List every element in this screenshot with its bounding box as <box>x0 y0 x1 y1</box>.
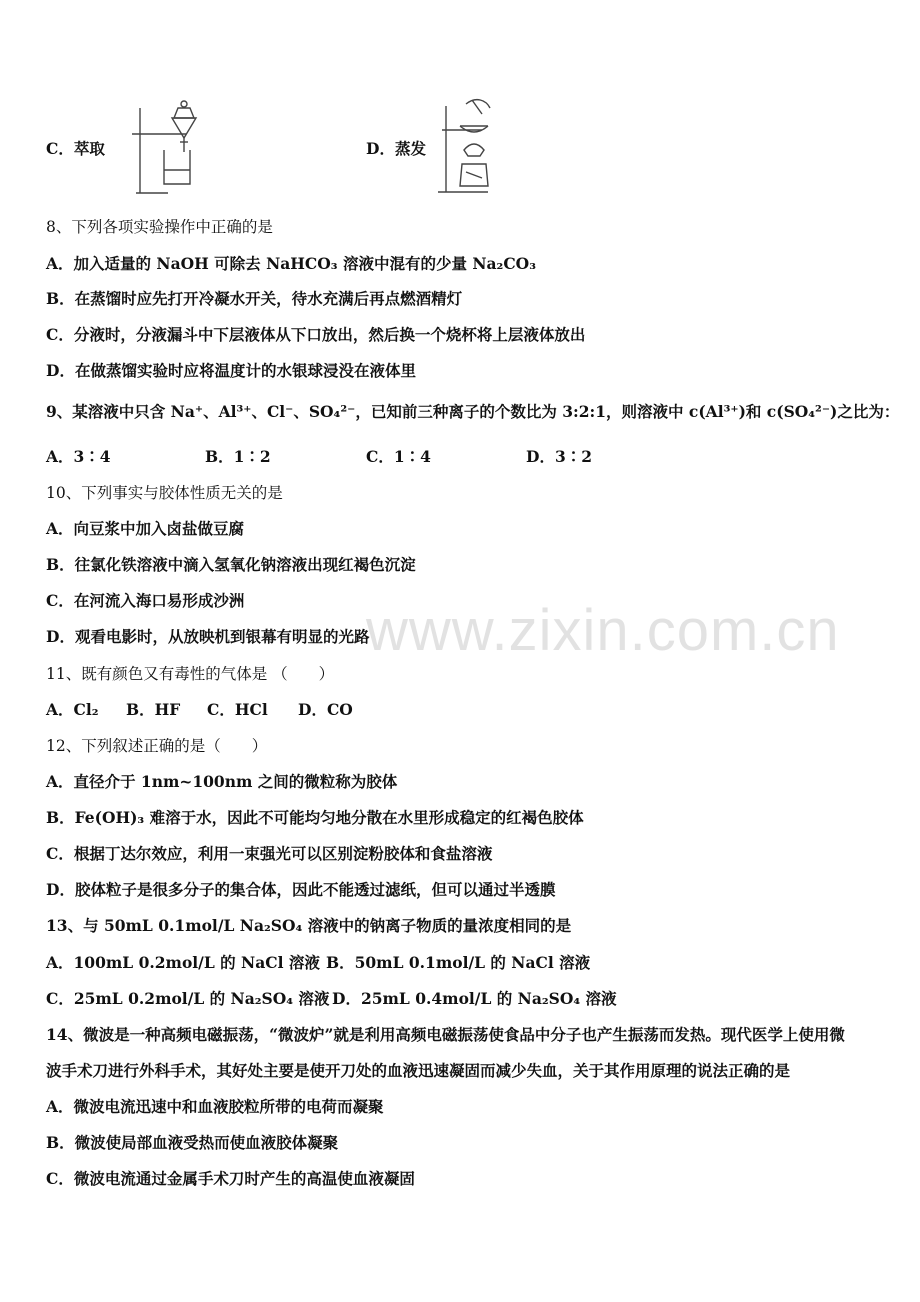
q12-option-b: B．Fe(OH)₃ 难溶于水，因此不可能均匀地分散在水里形成稳定的红褐色胶体 <box>46 808 584 827</box>
q9-option-b: B．1∶2 <box>205 447 271 466</box>
q12-option-d: D．胶体粒子是很多分子的集合体，因此不能透过滤纸，但可以通过半透膜 <box>46 880 556 899</box>
q11-option-b: B．HF <box>126 700 181 719</box>
q11-option-a: A．Cl₂ <box>46 700 99 719</box>
q14-option-a: A．微波电流迅速中和血液胶粒所带的电荷而凝聚 <box>46 1097 384 1116</box>
question-14-stem-line1: 14、微波是一种高频电磁振荡，“微波炉”就是利用高频电磁振荡使食品中分子也产生振荡而发热。现代医学上使用微 <box>46 1025 845 1044</box>
q9-option-a: A．3∶4 <box>46 447 111 466</box>
q12-option-a: A．直径介于 1nm~100nm 之间的微粒称为胶体 <box>46 772 398 791</box>
question-14-stem-line2: 波手术刀进行外科手术，其好处主要是使开刀处的血液迅速凝固而减少失血，关于其作用原理的说法正确的是 <box>46 1061 791 1080</box>
watermark: www.zixin.com.cn <box>366 598 840 663</box>
q14-option-b: B．微波使局部血液受热而使血液胶体凝聚 <box>46 1133 339 1152</box>
q13-option-b: B．50mL 0.1mol/L 的 NaCl 溶液 <box>326 953 591 972</box>
q10-option-a: A．向豆浆中加入卤盐做豆腐 <box>46 519 245 538</box>
q13-option-d: D．25mL 0.4mol/L 的 Na₂SO₄ 溶液 <box>332 989 617 1008</box>
q11-option-d: D．CO <box>298 700 353 719</box>
q12-option-c: C．根据丁达尔效应，利用一束强光可以区别淀粉胶体和食盐溶液 <box>46 844 493 863</box>
q14-option-c: C．微波电流通过金属手术刀时产生的高温使血液凝固 <box>46 1169 415 1188</box>
question-8-stem: 8、下列各项实验操作中正确的是 <box>46 218 273 236</box>
q13-option-c: C．25mL 0.2mol/L 的 Na₂SO₄ 溶液 <box>46 989 330 1008</box>
q8-option-a: A．加入适量的 NaOH 可除去 NaHCO₃ 溶液中混有的少量 Na₂CO₃ <box>46 254 536 273</box>
question-9-stem: 9、某溶液中只含 Na⁺、Al³⁺、Cl⁻、SO₄²⁻，已知前三种离子的个数比为 3:2:1，则溶液中 c(Al³⁺)和 c(SO₄²⁻)之比为： <box>46 402 900 421</box>
q9-option-d: D．3∶2 <box>526 447 593 466</box>
q11-option-c: C．HCl <box>207 700 268 719</box>
option-c-extraction: C．萃取 <box>46 139 105 158</box>
question-13-stem: 13、与 50mL 0.1mol/L Na₂SO₄ 溶液中的钠离子物质的量浓度相同的是 <box>46 916 572 935</box>
q8-option-b: B．在蒸馏时应先打开冷凝水开关，待水充满后再点燃酒精灯 <box>46 289 463 308</box>
q8-option-d: D．在做蒸馏实验时应将温度计的水银球浸没在液体里 <box>46 361 416 380</box>
q9-option-c: C．1∶4 <box>366 447 431 466</box>
q13-option-a: A．100mL 0.2mol/L 的 NaCl 溶液 <box>46 953 320 972</box>
evaporation-figure <box>436 94 506 196</box>
question-12-stem: 12、下列叙述正确的是（ ） <box>46 737 268 755</box>
q10-option-b: B．往氯化铁溶液中滴入氢氧化钠溶液出现红褐色沉淀 <box>46 555 416 574</box>
separatory-funnel-figure <box>128 98 198 196</box>
q8-option-c: C．分液时，分液漏斗中下层液体从下口放出，然后换一个烧杯将上层液体放出 <box>46 325 586 344</box>
q10-option-d: D．观看电影时，从放映机到银幕有明显的光路 <box>46 627 370 646</box>
q10-option-c: C．在河流入海口易形成沙洲 <box>46 591 245 610</box>
question-11-stem: 11、既有颜色又有毒性的气体是 （ ） <box>46 665 335 683</box>
option-d-evaporation: D．蒸发 <box>366 139 426 158</box>
question-10-stem: 10、下列事实与胶体性质无关的是 <box>46 484 283 502</box>
